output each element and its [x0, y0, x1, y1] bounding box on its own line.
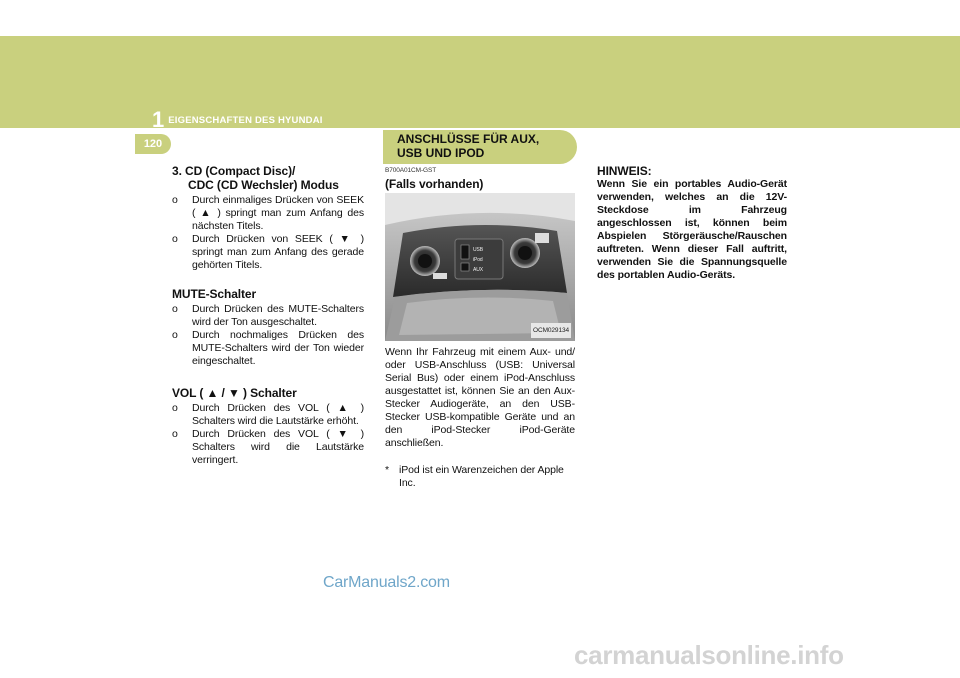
trademark-footnote [385, 464, 575, 490]
bullet-marker: o [172, 303, 178, 315]
note-body: Wenn Sie ein portables Audio-Gerät verwenden, welches an die 12V-Steckdose im Fahrzeug angeschlossen ist, können beim Abspielen Störgeräusche/Rauschen auftreten. Wenn dieser Fall auftritt, verwenden Sie die Spannungsquelle des portablen Audio-Geräts. [597, 178, 787, 281]
cd-list [172, 194, 364, 272]
availability-subheading: (Falls vorhanden) [385, 177, 484, 191]
list-item-text: Durch Drücken des VOL ( ▲ ) Schalters wird die Lautstärke erhöht. [192, 402, 364, 427]
carmanualsonline-watermark[interactable]: carmanualsonline.info [574, 640, 844, 670]
mute-list [172, 303, 364, 368]
section-code: B700A01CM-GST [385, 167, 437, 174]
carmanuals-watermark[interactable]: CarManuals2.com [323, 574, 450, 591]
list-item [172, 402, 364, 428]
section-title-line1: ANSCHLÜSSE FÜR AUX, [397, 132, 540, 146]
connection-paragraph: Wenn Ihr Fahrzeug mit einem Aux- und/ oder USB-Anschluss (USB: Universal Serial Bus) oder einem iPod-Anschluss ausgestattet ist, können Sie an den Aux-Stecker Audiogeräte, an den USB-Stecker USB-kompatible Geräte und an den iPod-Stecker iPod-Geräte anschließen. [385, 346, 575, 449]
section-title-line2: USB UND IPOD [397, 146, 485, 160]
vol-heading: VOL ( ▲ / ▼ ) Schalter [172, 386, 297, 400]
page-number-tab [135, 134, 171, 154]
usb-port-label: USB [473, 247, 483, 253]
list-item-text: Durch Drücken des MUTE-Schalters wird der Ton ausgeschaltet. [192, 303, 364, 328]
bullet-marker: o [172, 233, 178, 245]
chapter-title: EIGENSCHAFTEN DES HYUNDAI [168, 114, 323, 126]
mute-heading: MUTE-Schalter [172, 287, 257, 301]
section-title-tab [383, 130, 577, 164]
header-band [0, 36, 960, 132]
note-title: HINWEIS: [597, 164, 652, 178]
page-number: 120 [143, 138, 163, 150]
bullet-marker: o [172, 428, 178, 440]
column-middle [385, 164, 575, 490]
footnote-marker: * [385, 464, 389, 476]
list-item [172, 428, 364, 467]
list-item [172, 329, 364, 368]
bullet-marker: o [172, 402, 178, 414]
list-item-text: Durch Drücken des VOL ( ▼ ) Schalters wird die Lautstärke verringert. [192, 428, 364, 466]
vol-list [172, 402, 364, 467]
chapter-number: 1 [152, 107, 165, 132]
aux-port-label: AUX [473, 267, 483, 273]
list-item [172, 303, 364, 329]
cd-heading-line1: 3. CD (Compact Disc)/ [172, 164, 296, 178]
ipod-port-label: iPod [473, 257, 483, 263]
column-left [172, 164, 364, 467]
footnote-text: iPod ist ein Warenzeichen der Apple Inc. [399, 464, 564, 489]
photo-code: OCM029134 [531, 323, 571, 338]
list-item-text: Durch nochmaliges Drücken des MUTE-Schalters wird der Ton wieder eingeschaltet. [192, 329, 364, 367]
list-item [172, 194, 364, 233]
console-illustration [385, 193, 575, 341]
bullet-marker: o [172, 329, 178, 341]
bullet-marker: o [172, 194, 178, 206]
list-item-text: Durch einmaliges Drücken von SEEK ( ▲ ) springt man zum Anfang des nächsten Titels. [192, 194, 364, 232]
list-item [172, 233, 364, 272]
chapter-header [152, 107, 323, 132]
column-right [597, 164, 787, 282]
cd-heading-line2: CDC (CD Wechsler) Modus [188, 178, 339, 192]
list-item-text: Durch Drücken von SEEK ( ▼ ) springt man zum Anfang des gerade gehörten Titels. [192, 233, 364, 271]
aux-usb-ipod-photo [385, 193, 575, 341]
